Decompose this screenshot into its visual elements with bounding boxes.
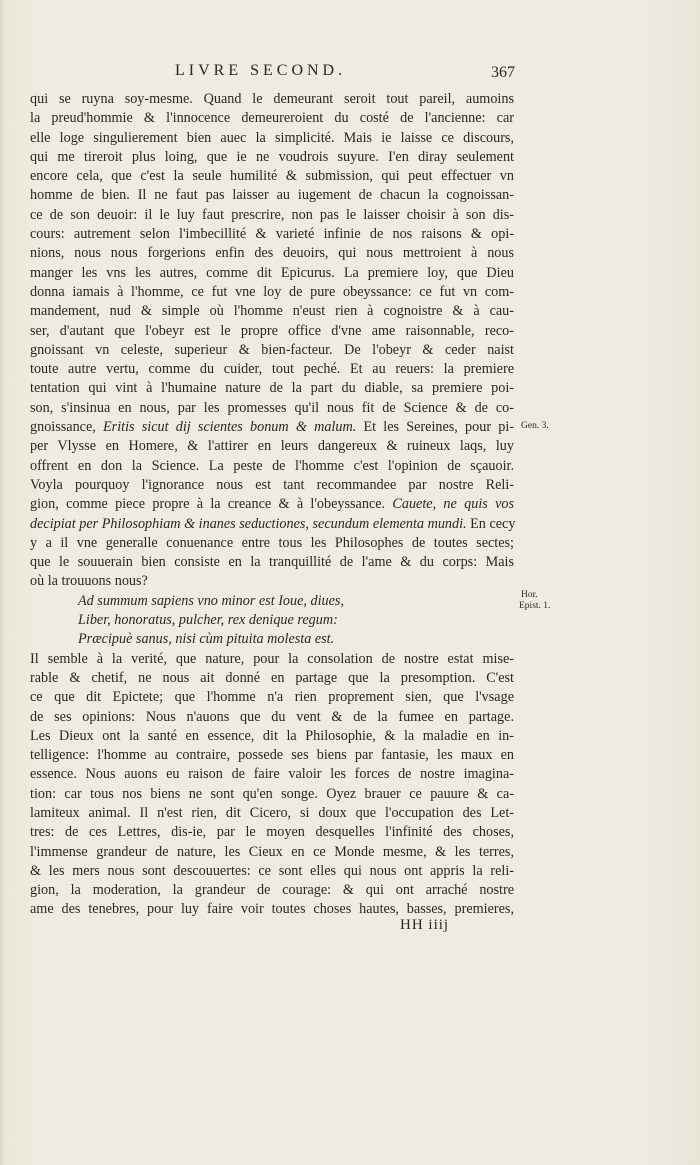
text-line: elle loge singulierement bien auec la simplicité. Mais ie laisse ce discours, — [30, 129, 514, 146]
text-line: tion: car tous nos biens ne sont qu'en songe. Oyez brauer ce pauure & ca- — [30, 785, 514, 802]
text-line — [30, 418, 514, 437]
verse-line: Præcipuè sanus, nisi cùm pituita molesta est. — [78, 631, 335, 648]
text-line: où la trouuons nous? — [30, 573, 148, 590]
text-segment: En cecy — [470, 515, 516, 532]
text-segment: gnoissance, — [30, 419, 96, 436]
text-line: qui me tireroit plus loing, que ie ne voudrois suyure. I'en diray seulement — [30, 148, 514, 165]
text-line: que le souuerain bien consiste en la tranquillité de l'ame & du corps: Mais — [30, 554, 514, 571]
body-text — [30, 90, 514, 920]
text-line: ce que dit Epictete; que l'homme n'a rien proprement sien, que l'vsage — [30, 689, 514, 706]
text-line: telligence: l'homme au contraire, possede ses biens par fantasie, les maux en — [30, 747, 514, 764]
text-line: homme de bien. Il ne faut pas laisser au iugement de chacun la cognoissan- — [30, 187, 514, 204]
text-line: donna iamais à l'homme, ce fut vne loy de pure obeyssance: ce fut vn com- — [30, 283, 514, 300]
text-line: lamiteux animal. Il n'est rien, dit Cicero, si doux que l'occupation des Let- — [30, 804, 514, 821]
margin-note-epistle: Epist. 1. — [519, 601, 551, 611]
margin-note-genesis: Gen. 3. — [521, 421, 549, 431]
text-line: tentation qui vint à l'humaine nature de la part du diable, sa premiere poi- — [30, 380, 514, 397]
text-line: encore cela, que c'est la seule humilité & submission, qui peut effectuer vn — [30, 168, 514, 185]
text-line: Voyla pourquoy l'ignorance nous est tant recommandee par nostre Reli- — [30, 476, 514, 493]
text-line: offrent en don la Science. La peste de l'homme c'est l'opinion de sçauoir. — [30, 457, 514, 474]
text-line: nions, nous nous forgerions enfin des deuoirs, qui nous mettroient à nous — [30, 245, 514, 262]
text-line: Il semble à la verité, que nature, pour la consolation de nostre estat mise- — [30, 650, 514, 667]
text-line: tres: de ces Lettres, dis-ie, par le moyen desquelles l'infinité des choses, — [30, 824, 514, 841]
verse-line: Ad summum sapiens vno minor est Ioue, diues, — [78, 592, 344, 609]
text-line: la preud'hommie & l'innocence demeureroient du costé de l'ancienne: car — [30, 110, 514, 127]
signature-mark: HH iiij — [400, 917, 450, 933]
page-number: 367 — [491, 64, 515, 81]
text-line: per Vlysse en Homere, & l'attirer en leurs dangereux & ruineux laqs, luy — [30, 438, 514, 455]
text-line: toute autre vertu, comme du cuider, tout peché. Et au reuers: la premiere — [30, 361, 514, 378]
text-segment: Et les Sereines, pour pi- — [363, 419, 515, 436]
text-segment: gion, comme piece propre à la creance & à l'obeyssance. — [30, 496, 386, 513]
text-line: son, s'insinua en nous, par les promesses qu'il nous fit de Science & de co- — [30, 399, 514, 416]
latin-quote: decipiat per Philosophiam & inanes seductiones, secundum elementa mundi. — [30, 515, 467, 532]
text-line: cours: autrement selon l'imbecillité & varieté infinie de nos raisons & opi- — [30, 226, 514, 243]
text-line: essence. Nous auons eu raison de faire valoir les forces de nostre imagina- — [30, 766, 514, 783]
text-line: gion, la moderation, la grandeur de courage: & qui ont arraché nostre — [30, 882, 514, 899]
text-line: qui se ruyna soy-mesme. Quand le demeurant seroit tout pareil, aumoins — [30, 91, 514, 107]
text-line: & les mers nous sont descouuertes: ce sont elles qui nous ont appris la reli- — [30, 862, 514, 879]
verse-line: Liber, honoratus, pulcher, rex denique regum: — [78, 612, 338, 629]
text-line — [30, 495, 514, 514]
text-line: l'immense grandeur de nature, les Cieux en ce Monde mesme, & les terres, — [30, 843, 514, 860]
margin-note-horace: Hor. — [521, 590, 538, 600]
latin-quote: Cauete, ne quis vos — [392, 496, 515, 513]
text-line: rable & chetif, ne nous ait donné en partage que la presomption. C'est — [30, 669, 514, 686]
text-line: Les Dieux ont la santé en essence, dit la Philosophie, & la maladie en in- — [30, 727, 514, 744]
text-line: de ses opinions: Nous n'auons que du vent & de la fumee en partage. — [30, 708, 514, 725]
text-line: y a il vne generalle conuenance entre tous les Philosophes de toutes sectes; — [30, 534, 514, 551]
text-line: ce de son deuoir: il le luy faut prescrire, non pas le laisser choisir à son dis- — [30, 206, 514, 223]
text-line — [30, 515, 514, 534]
text-line: gnoissant vn celeste, superieur & bien-facteur. De l'obeyr & ceder naist — [30, 341, 514, 358]
text-line: mandement, nud & simple où l'homme n'eust rien à cognoistre & à cau- — [30, 303, 514, 320]
latin-quote: Eritis sicut dij scientes bonum & malum. — [103, 419, 357, 436]
running-head: LIVRE SECOND. — [175, 62, 347, 79]
text-line: ame des tenebres, pour luy faire voir toutes choses hautes, basses, premieres, — [30, 901, 514, 918]
text-line: manger les vns les autres, comme dit Epicurus. La premiere loy, que Dieu — [30, 264, 514, 281]
text-line: ser, d'autant que l'obeyr est le propre office d'vne ame raisonnable, reco- — [30, 322, 514, 339]
